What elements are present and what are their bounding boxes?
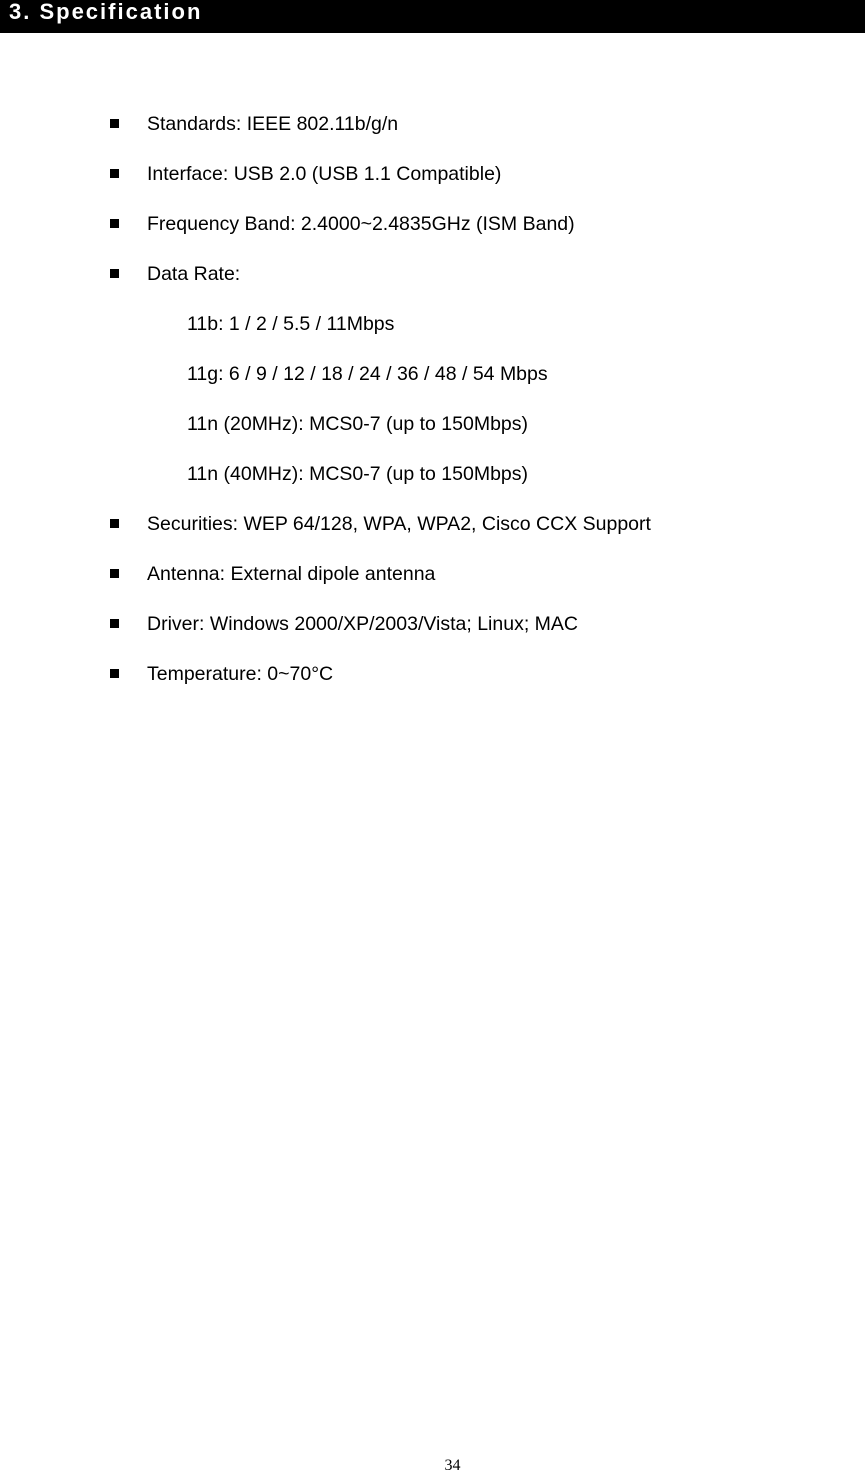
data-rate-sub-text: 11b: 1 / 2 / 5.5 / 11Mbps <box>187 313 395 335</box>
square-bullet-icon <box>110 519 119 528</box>
spec-item-antenna <box>0 562 865 586</box>
spec-item-text: Temperature: 0~70°C <box>147 663 334 685</box>
spec-item-text: Standards: IEEE 802.11b/g/n <box>147 113 399 135</box>
data-rate-11n-40mhz <box>0 462 865 486</box>
section-header <box>0 0 865 33</box>
data-rate-sub-text: 11g: 6 / 9 / 12 / 18 / 24 / 36 / 48 / 54 Mbps <box>187 363 548 385</box>
spec-item-text: Data Rate: <box>147 263 241 285</box>
spec-item-text: Driver: Windows 2000/XP/2003/Vista; Linux; MAC <box>147 613 578 635</box>
square-bullet-icon <box>110 569 119 578</box>
square-bullet-icon <box>110 169 119 178</box>
spec-item-data-rate <box>0 262 865 286</box>
spec-item-text: Frequency Band: 2.4000~2.4835GHz (ISM Band) <box>147 213 575 235</box>
spec-item-frequency-band <box>0 212 865 236</box>
square-bullet-icon <box>110 669 119 678</box>
spec-item-interface <box>0 162 865 186</box>
square-bullet-icon <box>110 119 119 128</box>
square-bullet-icon <box>110 269 119 278</box>
square-bullet-icon <box>110 619 119 628</box>
data-rate-sub-text: 11n (40MHz): MCS0-7 (up to 150Mbps) <box>187 463 529 485</box>
spec-item-temperature <box>0 662 865 686</box>
data-rate-11n-20mhz <box>0 412 865 436</box>
spec-item-text: Interface: USB 2.0 (USB 1.1 Compatible) <box>147 163 502 185</box>
spec-item-text: Antenna: External dipole antenna <box>147 563 436 585</box>
spec-item-driver <box>0 612 865 636</box>
spec-item-text: Securities: WEP 64/128, WPA, WPA2, Cisco CCX Support <box>147 513 651 535</box>
data-rate-11g <box>0 362 865 386</box>
square-bullet-icon <box>110 219 119 228</box>
data-rate-sub-text: 11n (20MHz): MCS0-7 (up to 150Mbps) <box>187 413 529 435</box>
spec-item-standards <box>0 112 865 136</box>
section-title: 3. Specification <box>9 0 203 24</box>
spec-item-securities <box>0 512 865 536</box>
page-number: 34 <box>444 1457 461 1474</box>
data-rate-11b <box>0 312 865 336</box>
